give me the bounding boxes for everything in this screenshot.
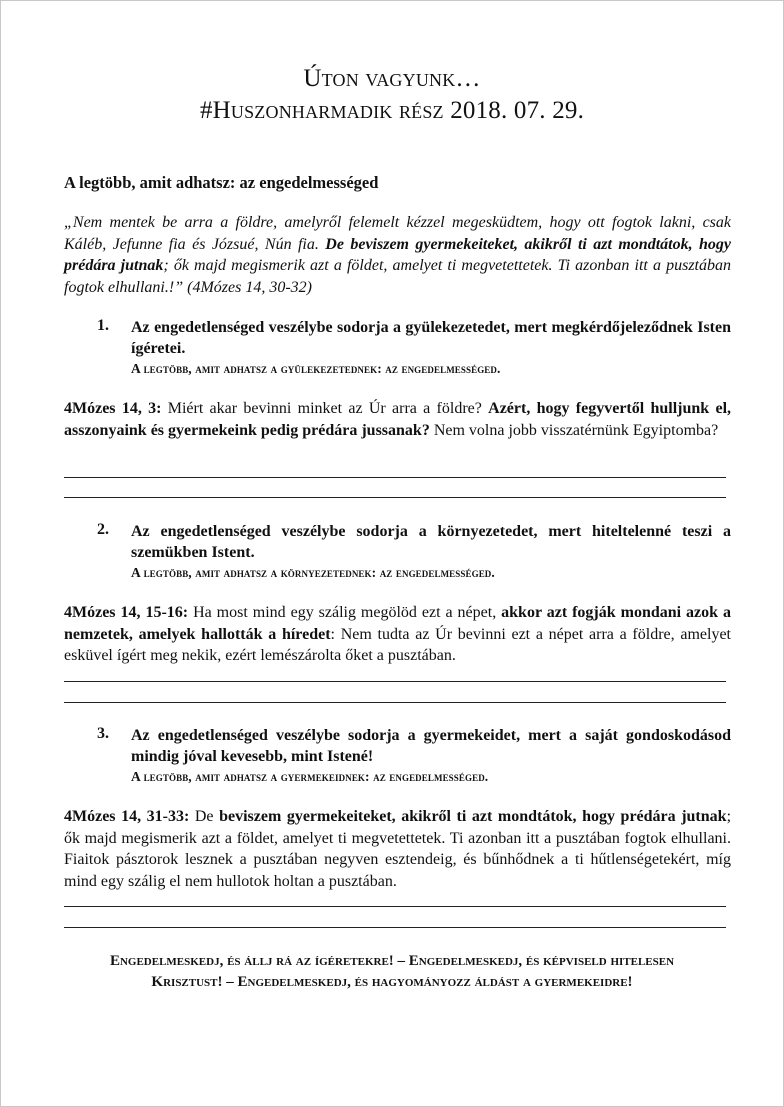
answer-line[interactable] <box>64 477 726 478</box>
quote-text: „Nem mentek be arra a földre, amelyről felemelt kézzel megesküdtem, hogy ott fogtok lakni, csak Káléb, Jefunne fia és Józsué, Nún fia. <box>64 214 731 253</box>
verse-bold-text: akkor azt fogják mondani azok a nemzetek, amelyek hallották a híredet <box>64 604 732 643</box>
verse-bold-text: beviszem gyermekeiteket, akikről ti azt mondtátok, hogy prédára jutnak <box>219 808 727 825</box>
answer-line[interactable] <box>64 702 726 703</box>
point-statement: Az engedetlenséged veszélybe sodorja a gyermekeidet, mert a saját gondoskodásod mindig jóval kevesebb, mint Istené! <box>131 727 731 765</box>
point-summary: A legtöbb, amit adhatsz a gyülekezetednek: az engedelmességed. <box>131 361 501 376</box>
point-summary: A legtöbb, amit adhatsz a gyermekeidnek: az engedelmességed. <box>131 769 489 784</box>
point-statement: Az engedetlenséged veszélybe sodorja a gyülekezetedet, mert megkérdőjeleződnek Isten ígéretei. <box>131 319 731 357</box>
intro-subheading: A legtöbb, amit adhatsz: az engedelmességed <box>64 173 379 192</box>
verse-reference: 4Mózes 14, 3: <box>64 400 162 417</box>
verse-text: Ha most mind egy szálig megölöd ezt a népet, <box>188 604 502 621</box>
answer-line[interactable] <box>64 927 726 928</box>
closing-line-2: Krisztust! – Engedelmeskedj, és hagyományozz áldást a gyermekeidre! <box>151 974 633 990</box>
page-title <box>1 63 783 127</box>
intro-quote <box>64 212 731 298</box>
verse-1 <box>64 398 731 441</box>
closing-line-1: Engedelmeskedj, és állj rá az ígéretekre! – Engedelmeskedj, és képviseld hitelesen <box>109 953 675 969</box>
verse-text-cont: ; ők majd megismerik azt a földet, amelyet ti megvetettetek. Ti azonban itt a pusztában fogtok elhullani. Fiaitok pásztorok lesznek a pusztában negyven esztendeig, és bűnhődnek a ti hűtlenségetekért, míg mind egy szálig el nem hullotok holtan a pusztában. <box>64 808 732 890</box>
point-1 <box>97 317 731 379</box>
point-3 <box>97 725 731 787</box>
answer-line[interactable] <box>64 497 726 498</box>
closing-statement <box>61 951 723 993</box>
verse-text-cont: Nem volna jobb visszatérnünk Egyiptomba? <box>429 421 719 439</box>
verse-3 <box>64 806 731 892</box>
point-number: 3. <box>97 725 109 742</box>
verse-bold-text: Azért, hogy fegyvertől hulljunk el, asszonyaink és gyermekeink pedig prédára jussanak? <box>64 400 732 439</box>
answer-line[interactable] <box>64 906 726 907</box>
title-line-1: Úton vagyunk… <box>303 65 481 92</box>
point-summary: A legtöbb, amit adhatsz a környezetednek: az engedelmességed. <box>131 565 495 580</box>
verse-reference: 4Mózes 14, 31-33: <box>64 808 190 825</box>
point-statement: Az engedetlenséged veszélybe sodorja a környezetedet, mert hiteltelenné teszi a szemükben Istent. <box>131 523 731 561</box>
quote-bold-text: De beviszem gyermekeiteket, akikről ti azt mondtátok, hogy prédára jutnak <box>64 235 731 275</box>
quote-text-cont: ; ők majd megismerik azt a földet, amelyet ti megvetettetek. Ti azonban itt a pusztában fogtok elhullani.!” <box>64 257 732 296</box>
verse-reference: 4Mózes 14, 15-16: <box>64 604 189 621</box>
point-number: 2. <box>97 521 109 538</box>
verse-text: De <box>189 808 220 825</box>
verse-2 <box>64 602 731 667</box>
point-number: 1. <box>97 317 109 334</box>
verse-text: Miért akar bevinni minket az Úr arra a földre? <box>161 400 489 417</box>
answer-line[interactable] <box>64 681 726 682</box>
quote-reference: (4Mózes 14, 30-32) <box>183 278 312 296</box>
verse-text-cont: : Nem tudta az Úr bevinni ezt a népet arra a földre, amelyet esküvel ígért meg nekik, ezért lemészárolta őket a pusztában. <box>64 625 731 665</box>
point-2 <box>97 521 731 583</box>
title-line-2: #Huszonharmadik rész 2018. 07. 29. <box>199 97 585 124</box>
